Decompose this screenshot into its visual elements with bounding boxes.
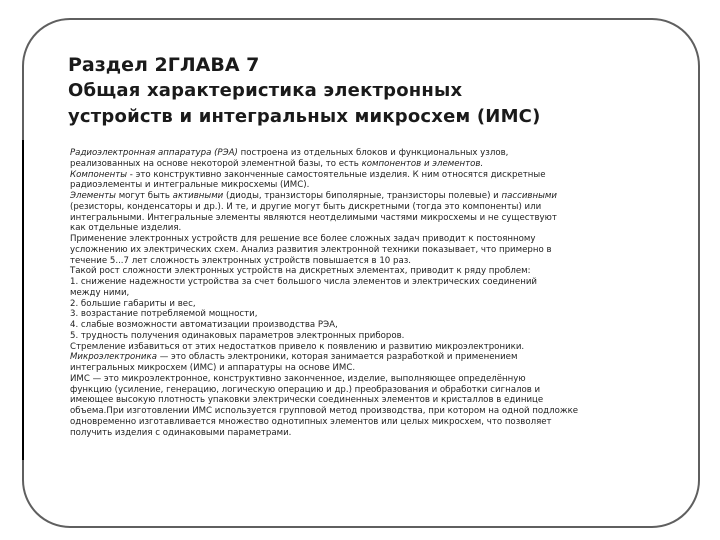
- text-run: — это область электроники, которая занимается разработкой и применением: [156, 352, 518, 363]
- text-line: (резисторы, конденсаторы и др.). И те, и другие могут быть дискретными (тогда это компоненты) или: [70, 201, 542, 212]
- text-line: объема.При изготовлении ИМС используется групповой метод производства, при котором на одной подложке: [70, 406, 579, 416]
- text-line: Стремление избавиться от этих недостатков привело к появлению и развитию микроэлектроники.: [70, 341, 525, 352]
- italic-term: Компоненты: [70, 169, 128, 180]
- text-line: 4. слабые возможности автоматизации производства РЭА,: [70, 320, 338, 330]
- text-line: Применение электронных устройств для решение все более сложных задач приводит к постоянному: [70, 234, 536, 244]
- text-line: интегральных микросхем (ИМС) и аппаратуры на основе ИМС.: [70, 363, 356, 373]
- italic-term: пассивными: [501, 191, 557, 201]
- text-run: могут быть: [115, 191, 173, 201]
- italic-term: компонентов и элементов.: [361, 158, 484, 169]
- text-line: имеющее высокую плотность упаковки электрически соединенных элементов и кристаллов в единице: [70, 395, 544, 406]
- text-line: радиоэлементы и интегральные микросхемы (ИМС).: [70, 180, 310, 191]
- text-line: 2. большие габариты и вес,: [70, 298, 196, 309]
- text-line: [70, 352, 680, 363]
- slide-title: [68, 52, 698, 130]
- body-text: [70, 148, 680, 438]
- text-line: 3. возрастание потребляемой мощности,: [70, 309, 258, 320]
- text-run: (диоды, транзисторы биполярные, транзисторы полевые) и: [223, 191, 502, 201]
- title-line-1: Раздел 2ГЛАВА 7: [68, 54, 260, 76]
- text-line: ИМС — это микроэлектронное, конструктивно законченное, изделие, выполняющее определённую: [70, 373, 526, 384]
- text-run: - это конструктивно законченные самостоятельные изделия. К ним относятся дискретные: [127, 169, 546, 180]
- italic-term: Элементы: [70, 191, 116, 201]
- text-line: одновременно изготавливается множество однотипных элементов или целых микросхем, что позволяет: [70, 416, 552, 427]
- text-line: [70, 159, 680, 170]
- text-line: [70, 148, 680, 159]
- text-line: получить изделия с одинаковыми параметрами.: [70, 427, 292, 438]
- title-line-2: Общая характеристика электронных: [68, 80, 463, 101]
- text-run: реализованных на основе некоторой элементной базы, то есть: [70, 158, 362, 169]
- text-line: между ними,: [70, 287, 130, 298]
- text-line: как отдельные изделия.: [70, 223, 182, 234]
- text-line: усложнению их электрических схем. Анализ развития электронной техники показывает, что примерно в: [70, 244, 552, 255]
- text-line: [70, 191, 680, 202]
- text-line: интегральными. Интегральные элементы являются неотделимыми частями микросхемы и не существуют: [70, 212, 557, 223]
- text-line: 1. снижение надежности устройства за счет большого числа элементов и электрических соединений: [70, 277, 537, 287]
- left-edge-line: [22, 140, 24, 460]
- text-run: построена из отдельных блоков и функциональных узлов,: [237, 148, 509, 158]
- italic-term: Радиоэлектронная аппаратура (РЭА): [70, 148, 238, 158]
- italic-term: активными: [172, 191, 224, 201]
- text-line: течение 5...7 лет сложность электронных устройств повышается в 10 раз.: [70, 255, 412, 266]
- italic-term: Микроэлектроника: [70, 352, 157, 363]
- text-line: 5. трудность получения одинаковых параметров электронных приборов.: [70, 330, 405, 341]
- text-line: [70, 170, 680, 181]
- text-line: Такой рост сложности электронных устройств на дискретных элементах, приводит к ряду проблем:: [70, 266, 531, 277]
- title-line-3: устройств и интегральных микросхем (ИМС): [68, 106, 541, 127]
- text-line: функцию (усиление, генерацию, логическую операцию и др.) преобразования и обработки сигналов и: [70, 384, 541, 395]
